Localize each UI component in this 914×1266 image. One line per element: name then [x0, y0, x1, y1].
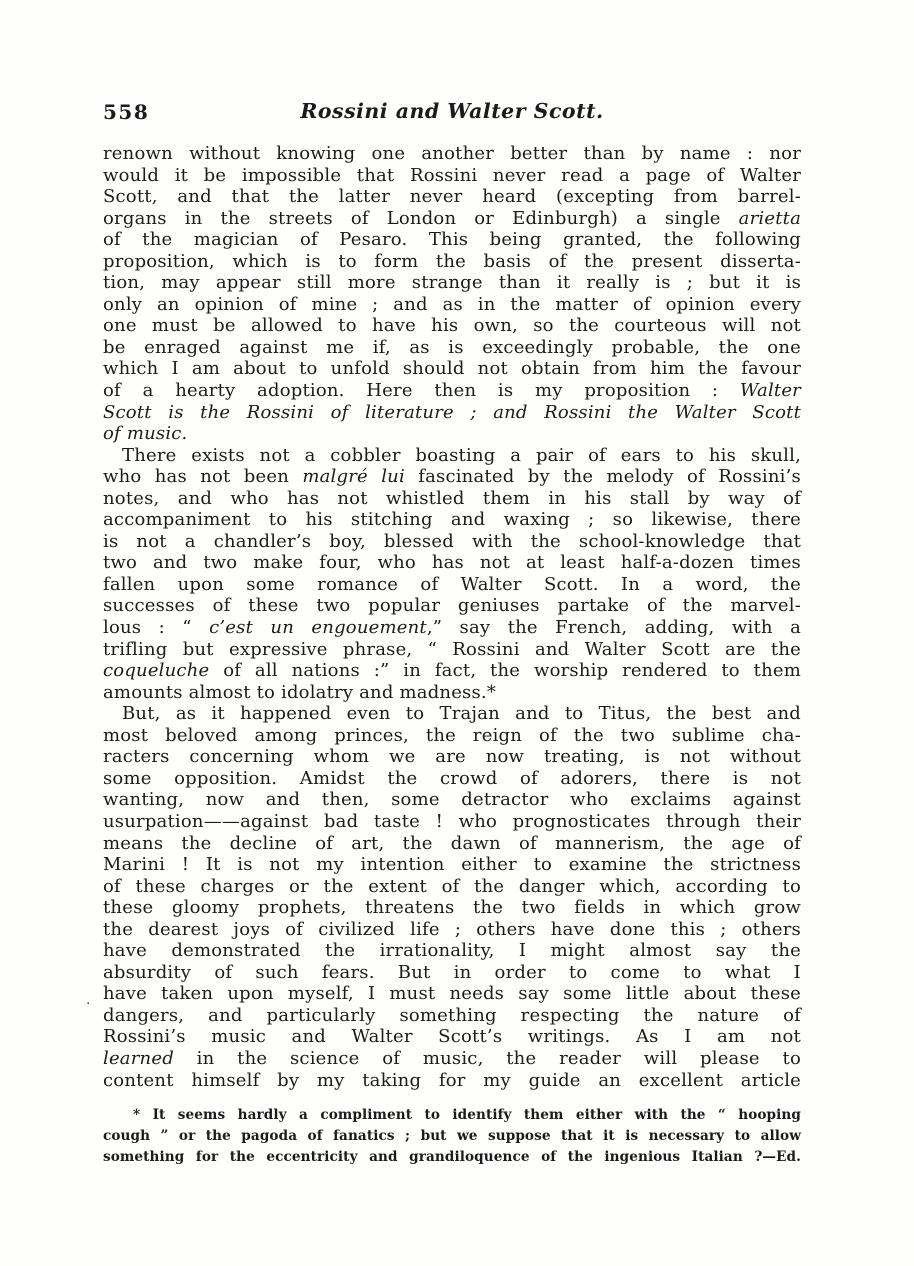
text: who has not been [103, 466, 303, 488]
text-line [103, 746, 801, 768]
footnote-line [103, 1147, 801, 1168]
text: have taken upon myself, I must needs say some little about these [103, 983, 801, 1005]
italic-text: learned [103, 1047, 174, 1069]
text-line [103, 380, 801, 402]
text-line [103, 897, 801, 919]
page-number: 558 [103, 100, 150, 124]
text-line [103, 833, 801, 855]
text-line [103, 1005, 801, 1027]
text-line [103, 1048, 801, 1070]
text-line [103, 358, 801, 380]
text-line [103, 272, 801, 294]
text: usurpation——against bad taste ! who prognosticates through their [103, 810, 801, 832]
italic-text: c’est un engouement [209, 617, 427, 639]
text-line [103, 208, 801, 230]
text: two and two make four, who has not at least half-a-dozen times [103, 552, 801, 574]
text-line [103, 445, 801, 467]
text: renown without knowing one another better than by name : nor [103, 143, 801, 164]
text: successes of these two popular geniuses partake of the marvel- [103, 595, 801, 617]
text-line [103, 789, 801, 811]
text: content himself by my taking for my guide an excellent article [103, 1069, 801, 1091]
page-body [103, 143, 801, 1091]
page-header [103, 99, 801, 126]
text-line [103, 660, 801, 682]
text: one must be allowed to have his own, so the courteous will not [103, 315, 801, 337]
text-line [103, 854, 801, 876]
text-line [103, 186, 801, 208]
paragraph [103, 143, 801, 445]
text: amounts almost to idolatry and madness.* [103, 681, 497, 703]
text: But, as it happened even to Trajan and to Titus, the best and [122, 703, 801, 725]
text: of a hearty adoption. Here then is my proposition : [103, 380, 740, 402]
text: ,” say the French, adding, with a [426, 617, 802, 639]
text: * It seems hardly a compliment to identify them either with the “ hooping [133, 1107, 801, 1124]
text: these gloomy prophets, threatens the two fields in which grow [103, 897, 801, 919]
text: some opposition. Amidst the crowd of adorers, there is not [103, 767, 801, 789]
text-line [103, 768, 801, 790]
text: fallen upon some romance of Walter Scott. In a word, the [103, 573, 801, 595]
italic-text: of music. [103, 423, 188, 445]
text: racters concerning whom we are now treating, is not without [103, 746, 801, 768]
text: dangers, and particularly something respecting the nature of [103, 1004, 801, 1026]
footnote-line [103, 1126, 801, 1147]
page-title: Rossini and Walter Scott. [300, 99, 604, 123]
text-line [103, 143, 801, 165]
text: of all nations :” in fact, the worship rendered to them [209, 660, 801, 682]
text-line [103, 703, 801, 725]
text: Marini ! It is not my intention either to examine the strictness [103, 854, 801, 876]
text-line [103, 940, 801, 962]
text: which I am about to unfold should not obtain from him the favour [103, 358, 801, 380]
text-line [103, 639, 801, 661]
paragraph [103, 445, 801, 704]
text-line [103, 725, 801, 747]
text: cough ” or the pagoda of fanatics ; but we suppose that it is necessary to allow [103, 1127, 801, 1144]
text: in the science of music, the reader will please to [173, 1047, 801, 1069]
text-line [103, 509, 801, 531]
text-line [103, 165, 801, 187]
italic-text: Scott is the Rossini of literature ; and Rossini the Walter Scott [103, 401, 801, 423]
italic-text: arietta [738, 207, 801, 229]
text-line [103, 919, 801, 941]
text: Scott, and that the latter never heard (excepting from barrel- [103, 186, 801, 208]
text-line [103, 811, 801, 833]
text-line [103, 337, 801, 359]
text-line [103, 423, 801, 445]
text: only an opinion of mine ; and as in the matter of opinion every [103, 293, 801, 315]
text-line [103, 962, 801, 984]
text: something for the eccentricity and grandiloquence of the ingenious Italian ?—Ed. [103, 1148, 801, 1165]
italic-text: malgré lui [302, 466, 405, 488]
text-line [103, 595, 801, 617]
text-line [103, 402, 801, 424]
paragraph [103, 703, 801, 1091]
text: There exists not a cobbler boasting a pair of ears to his skull, [122, 444, 801, 466]
text-line [103, 251, 801, 273]
footnote-line [103, 1105, 801, 1126]
text: notes, and who has not whistled them in his stall by way of [103, 487, 801, 509]
text-line [103, 617, 801, 639]
text-line [103, 983, 801, 1005]
text: Rossini’s music and Walter Scott’s writings. As I am not [103, 1026, 801, 1048]
text: most beloved among princes, the reign of the two sublime cha- [103, 724, 801, 746]
text: means the decline of art, the dawn of mannerism, the age of [103, 832, 801, 854]
text: be enraged against me if, as is exceedingly probable, the one [103, 336, 801, 358]
text: lous : “ [103, 617, 210, 639]
text-line [103, 315, 801, 337]
text: would it be impossible that Rossini never read a page of Walter [103, 164, 801, 186]
text: organs in the streets of London or Edinburgh) a single [103, 207, 739, 229]
text-line [103, 876, 801, 898]
text: of the magician of Pesaro. This being granted, the following [103, 229, 801, 251]
text-line [103, 466, 801, 488]
text-column [103, 99, 801, 1167]
text: fascinated by the melody of Rossini’s [404, 466, 801, 488]
text: wanting, now and then, some detractor who exclaims against [103, 789, 801, 811]
footnote [103, 1105, 801, 1167]
text-line [103, 552, 801, 574]
text-line [103, 229, 801, 251]
text: of these charges or the extent of the danger which, according to [103, 875, 801, 897]
text-line [103, 682, 801, 704]
italic-text: coqueluche [103, 660, 210, 682]
text-line [103, 531, 801, 553]
text: accompaniment to his stitching and waxing ; so likewise, there [103, 509, 801, 531]
text-line [103, 574, 801, 596]
text-line [103, 1026, 801, 1048]
text: trifling but expressive phrase, “ Rossini and Walter Scott are the [103, 638, 801, 660]
text: is not a chandler’s boy, blessed with the school-knowledge that [103, 530, 801, 552]
text: the dearest joys of civilized life ; others have done this ; others [103, 918, 801, 940]
text: absurdity of such fears. But in order to come to what I [103, 961, 801, 983]
text: proposition, which is to form the basis of the present disserta- [103, 250, 801, 272]
text-line [103, 294, 801, 316]
italic-text: Walter [739, 380, 801, 402]
text: tion, may appear still more strange than it really is ; but it is [103, 272, 801, 294]
margin-mark: · [86, 996, 91, 1012]
text-line [103, 1070, 801, 1092]
text: have demonstrated the irrationality, I might almost say the [103, 940, 801, 962]
text-line [103, 488, 801, 510]
